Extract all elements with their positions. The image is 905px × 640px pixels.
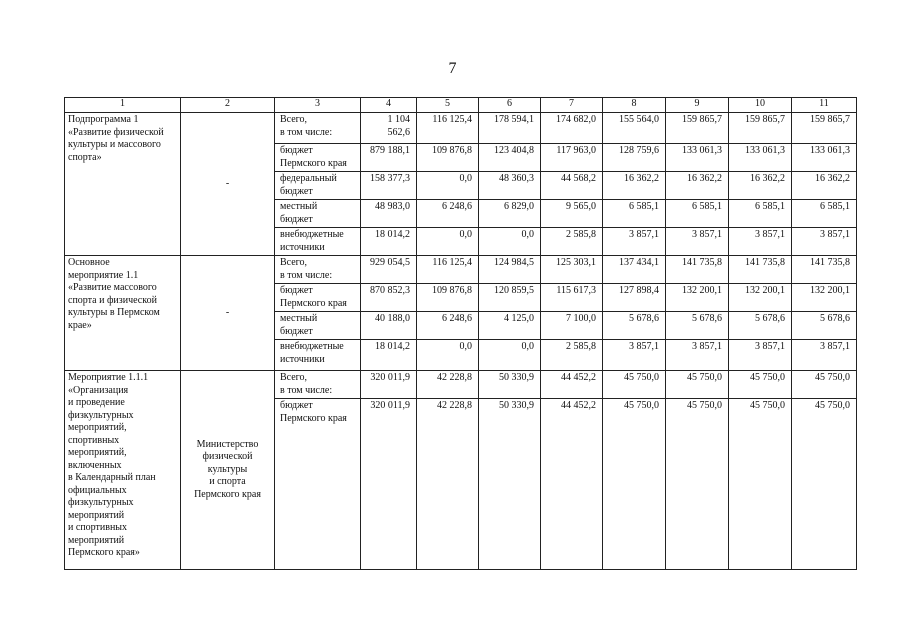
- column-header: 6: [479, 98, 541, 113]
- column-header: 10: [729, 98, 792, 113]
- amount-cell: 6 248,6: [417, 312, 479, 340]
- funding-source: бюджет Пермского края: [275, 399, 361, 570]
- amount-cell: 133 061,3: [729, 144, 792, 172]
- amount-cell: 159 865,7: [666, 113, 729, 144]
- funding-source: Всего, в том числе:: [275, 371, 361, 399]
- column-header: 1: [65, 98, 181, 113]
- amount-cell: 40 188,0: [361, 312, 417, 340]
- amount-cell: 5 678,6: [729, 312, 792, 340]
- funding-source: местный бюджет: [275, 312, 361, 340]
- funding-source: Всего, в том числе:: [275, 113, 361, 144]
- column-header: 3: [275, 98, 361, 113]
- amount-cell: 0,0: [417, 172, 479, 200]
- amount-cell: 870 852,3: [361, 284, 417, 312]
- amount-cell: 44 452,2: [541, 371, 603, 399]
- page-number: 7: [448, 60, 457, 77]
- funding-source: Всего, в том числе:: [275, 256, 361, 284]
- amount-cell: 5 678,6: [603, 312, 666, 340]
- funding-source: внебюджетные источники: [275, 340, 361, 371]
- amount-cell: 137 434,1: [603, 256, 666, 284]
- amount-cell: 50 330,9: [479, 399, 541, 570]
- amount-cell: 3 857,1: [792, 340, 857, 371]
- amount-cell: 128 759,6: [603, 144, 666, 172]
- amount-cell: 5 678,6: [792, 312, 857, 340]
- program-name: Основное мероприятие 1.1 «Развитие массового спорта и физической культуры в Пермском крае»: [65, 256, 181, 371]
- amount-cell: 116 125,4: [417, 113, 479, 144]
- amount-cell: 48 983,0: [361, 200, 417, 228]
- column-header: 7: [541, 98, 603, 113]
- amount-cell: 45 750,0: [666, 371, 729, 399]
- amount-cell: 3 857,1: [729, 340, 792, 371]
- amount-cell: 45 750,0: [603, 399, 666, 570]
- funding-source: федеральный бюджет: [275, 172, 361, 200]
- amount-cell: 3 857,1: [666, 228, 729, 256]
- amount-cell: 9 565,0: [541, 200, 603, 228]
- amount-cell: 6 585,1: [729, 200, 792, 228]
- column-header: 5: [417, 98, 479, 113]
- amount-cell: 133 061,3: [666, 144, 729, 172]
- amount-cell: 6 585,1: [666, 200, 729, 228]
- amount-cell: 178 594,1: [479, 113, 541, 144]
- amount-cell: 141 735,8: [666, 256, 729, 284]
- amount-cell: 16 362,2: [603, 172, 666, 200]
- amount-cell: 117 963,0: [541, 144, 603, 172]
- amount-cell: 50 330,9: [479, 371, 541, 399]
- amount-cell: 6 585,1: [603, 200, 666, 228]
- amount-cell: 320 011,9: [361, 371, 417, 399]
- amount-cell: 141 735,8: [729, 256, 792, 284]
- amount-cell: 6 585,1: [792, 200, 857, 228]
- column-header: 2: [181, 98, 275, 113]
- amount-cell: 45 750,0: [729, 371, 792, 399]
- amount-cell: 133 061,3: [792, 144, 857, 172]
- amount-cell: 320 011,9: [361, 399, 417, 570]
- amount-cell: 879 188,1: [361, 144, 417, 172]
- amount-cell: 109 876,8: [417, 284, 479, 312]
- amount-cell: 120 859,5: [479, 284, 541, 312]
- table-row: [65, 256, 857, 284]
- table-row: [65, 371, 857, 399]
- amount-cell: 141 735,8: [792, 256, 857, 284]
- executor-cell: Министерство физической культуры и спорта Пермского края: [181, 371, 275, 570]
- amount-cell: 3 857,1: [603, 340, 666, 371]
- amount-cell: 2 585,8: [541, 228, 603, 256]
- budget-table: [64, 97, 857, 570]
- amount-cell: 0,0: [479, 340, 541, 371]
- program-name: Подпрограмма 1 «Развитие физической культуры и массового спорта»: [65, 113, 181, 256]
- executor-cell: -: [181, 256, 275, 371]
- funding-source: внебюджетные источники: [275, 228, 361, 256]
- column-header: 11: [792, 98, 857, 113]
- executor-cell: -: [181, 113, 275, 256]
- amount-cell: 18 014,2: [361, 228, 417, 256]
- amount-cell: 42 228,8: [417, 399, 479, 570]
- amount-cell: 155 564,0: [603, 113, 666, 144]
- funding-source: бюджет Пермского края: [275, 284, 361, 312]
- amount-cell: 48 360,3: [479, 172, 541, 200]
- amount-cell: 0,0: [479, 228, 541, 256]
- amount-cell: 158 377,3: [361, 172, 417, 200]
- amount-cell: 3 857,1: [792, 228, 857, 256]
- amount-cell: 7 100,0: [541, 312, 603, 340]
- amount-cell: 44 452,2: [541, 399, 603, 570]
- amount-cell: 5 678,6: [666, 312, 729, 340]
- amount-cell: 3 857,1: [666, 340, 729, 371]
- amount-cell: 0,0: [417, 228, 479, 256]
- column-header: 9: [666, 98, 729, 113]
- amount-cell: 16 362,2: [792, 172, 857, 200]
- amount-cell: 115 617,3: [541, 284, 603, 312]
- amount-cell: 45 750,0: [666, 399, 729, 570]
- header-row: [65, 98, 857, 113]
- amount-cell: 159 865,7: [729, 113, 792, 144]
- table-row: [65, 113, 857, 144]
- amount-cell: 3 857,1: [603, 228, 666, 256]
- amount-cell: 45 750,0: [729, 399, 792, 570]
- amount-cell: 125 303,1: [541, 256, 603, 284]
- amount-cell: 6 829,0: [479, 200, 541, 228]
- amount-cell: 123 404,8: [479, 144, 541, 172]
- funding-source: местный бюджет: [275, 200, 361, 228]
- amount-cell: 45 750,0: [792, 371, 857, 399]
- amount-cell: 132 200,1: [666, 284, 729, 312]
- amount-cell: 45 750,0: [603, 371, 666, 399]
- amount-cell: 18 014,2: [361, 340, 417, 371]
- amount-cell: 1 104 562,6: [361, 113, 417, 144]
- amount-cell: 45 750,0: [792, 399, 857, 570]
- amount-cell: 6 248,6: [417, 200, 479, 228]
- amount-cell: 174 682,0: [541, 113, 603, 144]
- amount-cell: 132 200,1: [792, 284, 857, 312]
- amount-cell: 44 568,2: [541, 172, 603, 200]
- amount-cell: 132 200,1: [729, 284, 792, 312]
- amount-cell: 159 865,7: [792, 113, 857, 144]
- amount-cell: 127 898,4: [603, 284, 666, 312]
- program-name: Мероприятие 1.1.1 «Организация и проведение физкультурных мероприятий, спортивных мероприятий, включенных в Календарный план официальных физкультурных мероприятий и спортивных мероприятий Пермского края»: [65, 371, 181, 570]
- amount-cell: 0,0: [417, 340, 479, 371]
- column-header: 4: [361, 98, 417, 113]
- amount-cell: 929 054,5: [361, 256, 417, 284]
- amount-cell: 116 125,4: [417, 256, 479, 284]
- column-header: 8: [603, 98, 666, 113]
- amount-cell: 4 125,0: [479, 312, 541, 340]
- amount-cell: 109 876,8: [417, 144, 479, 172]
- funding-source: бюджет Пермского края: [275, 144, 361, 172]
- amount-cell: 16 362,2: [729, 172, 792, 200]
- amount-cell: 124 984,5: [479, 256, 541, 284]
- amount-cell: 42 228,8: [417, 371, 479, 399]
- amount-cell: 2 585,8: [541, 340, 603, 371]
- amount-cell: 3 857,1: [729, 228, 792, 256]
- amount-cell: 16 362,2: [666, 172, 729, 200]
